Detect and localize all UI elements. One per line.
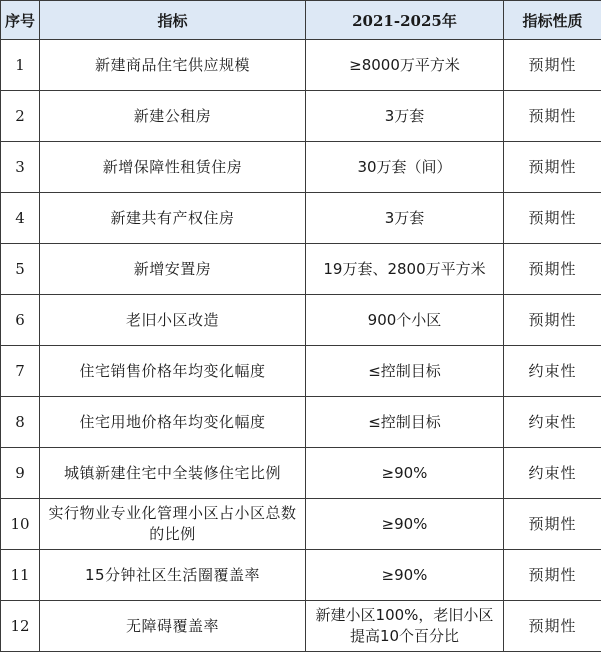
row-nature: 预期性 bbox=[504, 244, 601, 295]
row-indicator: 住宅用地价格年均变化幅度 bbox=[40, 397, 306, 448]
row-number: 11 bbox=[1, 550, 40, 601]
row-number: 6 bbox=[1, 295, 40, 346]
row-target: 900个小区 bbox=[306, 295, 504, 346]
row-target: 3万套 bbox=[306, 91, 504, 142]
row-nature: 预期性 bbox=[504, 40, 601, 91]
row-number: 5 bbox=[1, 244, 40, 295]
row-nature: 预期性 bbox=[504, 193, 601, 244]
row-indicator: 新建共有产权住房 bbox=[40, 193, 306, 244]
row-nature: 预期性 bbox=[504, 499, 601, 550]
row-target: 新建小区100%，老旧小区提高10个百分比 bbox=[306, 601, 504, 652]
row-nature: 约束性 bbox=[504, 448, 601, 499]
header-indicator: 指标 bbox=[40, 1, 306, 40]
table-row bbox=[1, 142, 601, 193]
row-target: ≥8000万平方米 bbox=[306, 40, 504, 91]
row-target: 3万套 bbox=[306, 193, 504, 244]
table-row bbox=[1, 550, 601, 601]
table-row bbox=[1, 397, 601, 448]
header-nature: 指标性质 bbox=[504, 1, 601, 40]
table-row bbox=[1, 91, 601, 142]
row-target: 30万套（间） bbox=[306, 142, 504, 193]
row-nature: 约束性 bbox=[504, 397, 601, 448]
row-target: ≥90% bbox=[306, 499, 504, 550]
row-indicator: 老旧小区改造 bbox=[40, 295, 306, 346]
row-indicator: 新增安置房 bbox=[40, 244, 306, 295]
table-row bbox=[1, 346, 601, 397]
table-row bbox=[1, 193, 601, 244]
row-target: ≤控制目标 bbox=[306, 346, 504, 397]
table-row bbox=[1, 244, 601, 295]
row-nature: 预期性 bbox=[504, 601, 601, 652]
row-target: ≤控制目标 bbox=[306, 397, 504, 448]
row-indicator: 住宅销售价格年均变化幅度 bbox=[40, 346, 306, 397]
header-serial: 序号 bbox=[1, 1, 40, 40]
row-number: 2 bbox=[1, 91, 40, 142]
table-row bbox=[1, 295, 601, 346]
row-number: 3 bbox=[1, 142, 40, 193]
row-indicator: 新建商品住宅供应规模 bbox=[40, 40, 306, 91]
row-target: ≥90% bbox=[306, 550, 504, 601]
row-nature: 约束性 bbox=[504, 346, 601, 397]
row-number: 12 bbox=[1, 601, 40, 652]
row-target: ≥90% bbox=[306, 448, 504, 499]
row-indicator: 实行物业专业化管理小区占小区总数的比例 bbox=[40, 499, 306, 550]
table-row bbox=[1, 40, 601, 91]
row-number: 9 bbox=[1, 448, 40, 499]
row-number: 10 bbox=[1, 499, 40, 550]
row-number: 4 bbox=[1, 193, 40, 244]
table-row bbox=[1, 499, 601, 550]
row-nature: 预期性 bbox=[504, 550, 601, 601]
row-number: 7 bbox=[1, 346, 40, 397]
row-nature: 预期性 bbox=[504, 142, 601, 193]
table-row bbox=[1, 448, 601, 499]
row-indicator: 新建公租房 bbox=[40, 91, 306, 142]
table-row bbox=[1, 601, 601, 652]
row-nature: 预期性 bbox=[504, 295, 601, 346]
row-number: 8 bbox=[1, 397, 40, 448]
row-target: 19万套、2800万平方米 bbox=[306, 244, 504, 295]
row-indicator: 新增保障性租赁住房 bbox=[40, 142, 306, 193]
row-nature: 预期性 bbox=[504, 91, 601, 142]
row-indicator: 无障碍覆盖率 bbox=[40, 601, 306, 652]
header-period: 2021-2025年 bbox=[306, 1, 504, 40]
header-row bbox=[1, 1, 601, 40]
row-number: 1 bbox=[1, 40, 40, 91]
row-indicator: 15分钟社区生活圈覆盖率 bbox=[40, 550, 306, 601]
row-indicator: 城镇新建住宅中全装修住宅比例 bbox=[40, 448, 306, 499]
